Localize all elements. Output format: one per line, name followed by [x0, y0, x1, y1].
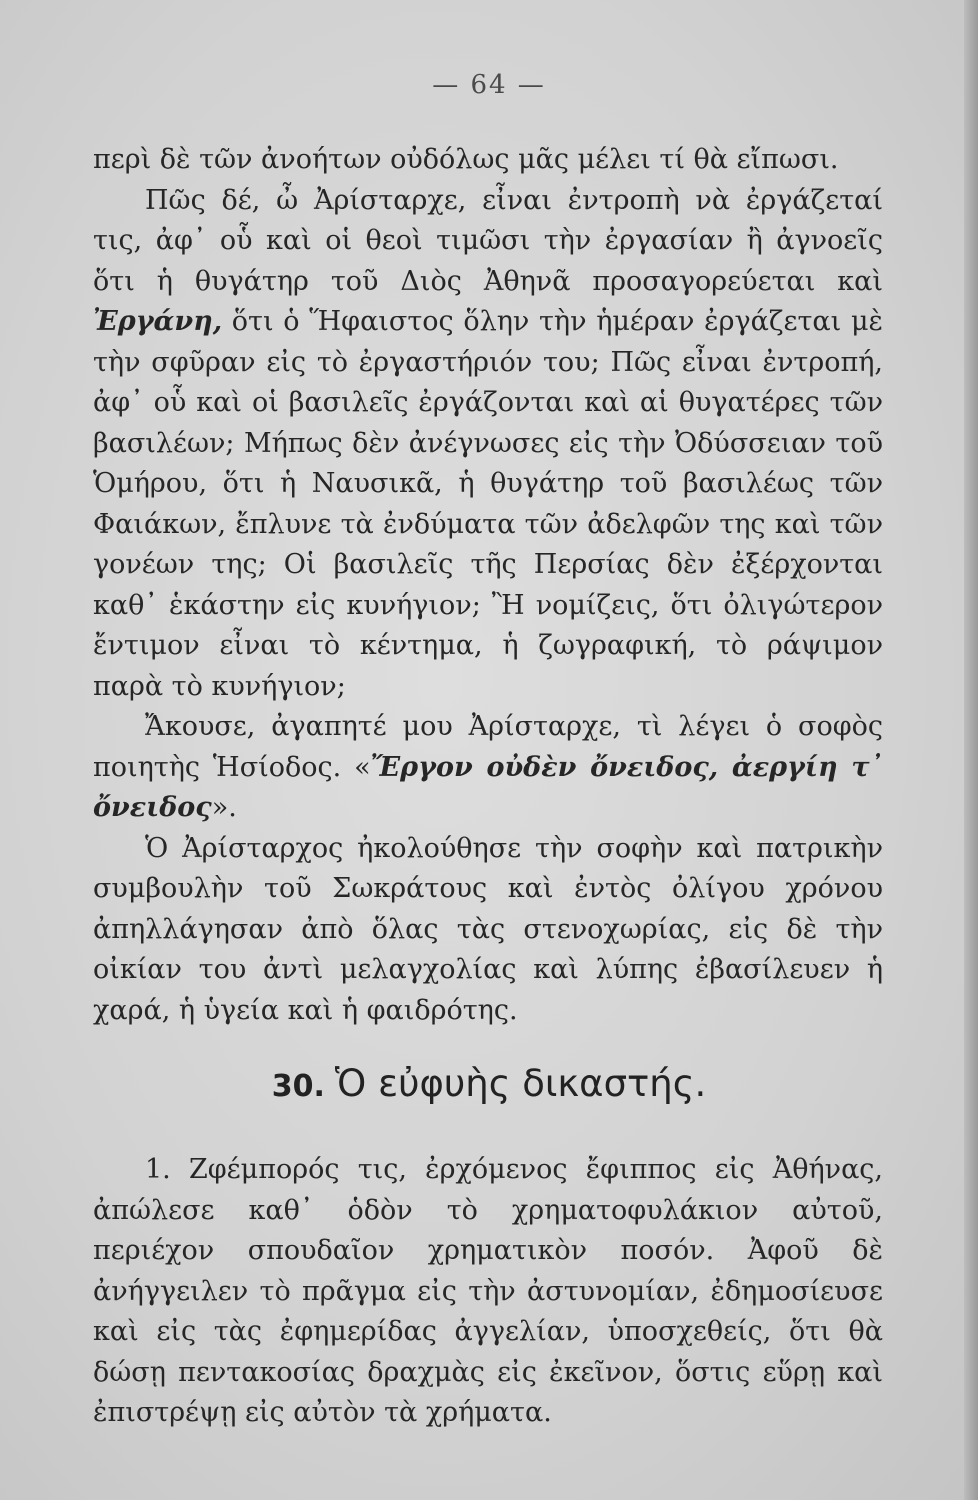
paragraph-2: [93, 181, 883, 708]
paragraph-3: [93, 707, 883, 829]
main-text: [93, 140, 883, 1031]
page-edge-shadow: [964, 0, 978, 1500]
paragraph-4: Ὁ Ἀρίσταρχος ἠκολούθησε τὴν σοφὴν καὶ πατρικὴν συμβουλὴν τοῦ Σωκράτους καὶ ἐντὸς ὀλίγου χρόνου ἀπηλλάγησαν ἀπὸ ὅλας τὰς στενοχωρίας, εἰς δὲ τὴν οἰκίαν του ἀντὶ μελαγχολίας καὶ λύπης ἐβασίλευεν ἡ χαρά, ἡ ὑγεία καὶ ἡ φαιδρότης.: [93, 832, 883, 1026]
hesiod-quote: Ἔργον οὐδὲν ὄνειδος, ἀεργίη τ᾽ ὄνειδος: [93, 751, 883, 823]
section-heading: [0, 1062, 978, 1105]
paragraph-3-part-2: ».: [211, 792, 237, 823]
paragraph-2-part-2: ὅτι ὁ Ἥφαιστος ὅλην τὴν ἡμέραν ἐργάζεται μὲ τὴν σφῦραν εἰς τὸ ἐργαστήριόν του; Πῶς εἶναι ἐντροπή, ἀφ᾽ οὗ καὶ οἱ βασιλεῖς ἐργάζονται καὶ αἱ θυγατέρες τῶν βασιλέων; Μήπως δὲν ἀνέγνωσες εἰς τὴν Ὀδύσσειαν τοῦ Ὁμήρου, ὅτι ἡ Ναυσικᾶ, ἡ θυγάτηρ τοῦ βασιλέως τῶν Φαιάκων, ἔπλυνε τὰ ἐνδύματα τῶν ἀδελφῶν της καὶ τῶν γονέων της; Οἱ βασιλεῖς τῆς Περσίας δὲν ἐξέρχονται καθ᾽ ἑκάστην εἰς κυνήγιον; Ἢ νομίζεις, ὅτι ὀλιγώτερον ἔντιμον εἶναι τὸ κέντημα, ἡ ζωγραφική, τὸ ράψιμον παρὰ τὸ κυνήγιον;: [93, 306, 883, 702]
section-text: [93, 1150, 883, 1434]
ergani-word: Ἐργάνη,: [93, 306, 223, 337]
section-title: Ὁ εὐφυὴς δικαστής.: [334, 1062, 707, 1105]
paragraph-5: 1. Ζφέμπορός τις, ἐρχόμενος ἔφιππος εἰς Ἀθήνας, ἀπώλεσε καθ᾽ ὁδὸν τὸ χρηματοφυλάκιον αὐτοῦ, περιέχον σπουδαῖον χρηματικὸν ποσόν. Ἀφοῦ δὲ ἀνήγγειλεν τὸ πρᾶγμα εἰς τὴν ἀστυνομίαν, ἐδημοσίευσε καὶ εἰς τὰς ἐφημερίδας ἀγγελίαν, ὑποσχεθείς, ὅτι θὰ δώσῃ πεντακοσίας δραχμὰς εἰς ἐκεῖνον, ὅστις εὕρῃ καὶ ἐπιστρέψῃ εἰς αὐτὸν τὰ χρήματα.: [93, 1154, 883, 1428]
section-number: 30.: [271, 1069, 325, 1104]
paragraph-3-part-1: Ἄκουσε, ἀγαπητέ μου Ἀρίσταρχε, τὶ λέγει ὁ σοφὸς ποιητὴς Ἡσίοδος. «: [93, 711, 883, 783]
page-number: — 64 —: [432, 70, 546, 100]
paragraph-2-part-1: Πῶς δέ, ὦ Ἀρίσταρχε, εἶναι ἐντροπὴ νὰ ἐργάζεταί τις, ἀφ᾽ οὗ καὶ οἱ θεοὶ τιμῶσι τὴν ἐργασίαν ἢ ἀγνοεῖς ὅτι ἡ θυγάτηρ τοῦ Διὸς Ἀθηνᾶ προσαγορεύεται καὶ: [93, 184, 883, 297]
paragraph-1: περὶ δὲ τῶν ἀνοήτων οὐδόλως μᾶς μέλει τί θὰ εἴπωσι.: [93, 144, 839, 175]
